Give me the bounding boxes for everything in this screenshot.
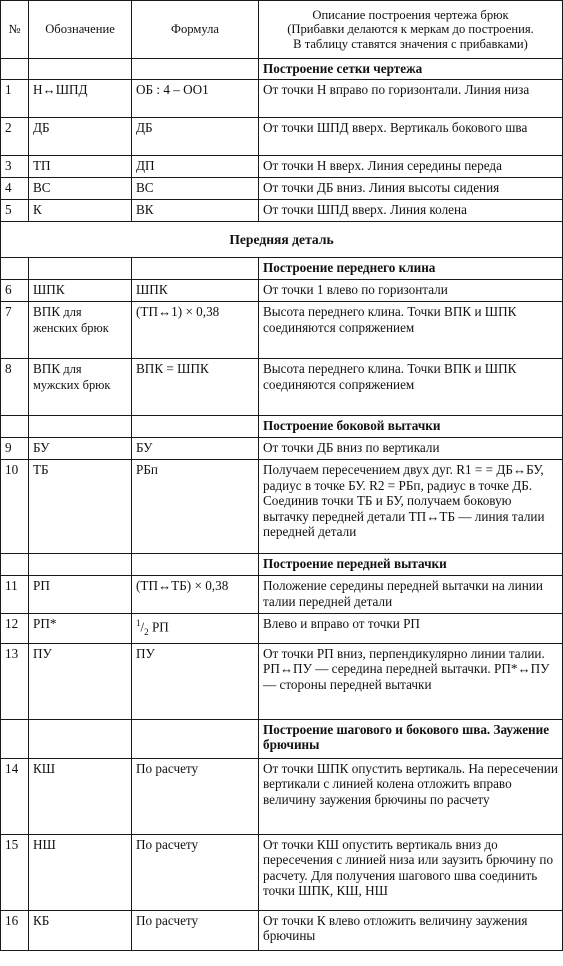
row-num: 9 <box>1 438 29 460</box>
row-formula: ОБ : 4 – ОО1 <box>132 80 259 118</box>
row-designation <box>29 302 132 359</box>
designation-code: ВПК <box>33 361 61 376</box>
row-designation: ШПК <box>29 280 132 302</box>
row-num: 16 <box>1 910 29 950</box>
row-designation: РП <box>29 576 132 614</box>
fraction-numerator: 1 <box>136 618 141 628</box>
part-title-front: Передняя деталь <box>1 222 563 258</box>
header-desc-line1: Описание построения чертежа брюк <box>312 8 509 23</box>
section-row <box>1 719 563 758</box>
row-designation: КБ <box>29 910 132 950</box>
row-designation: ТБ <box>29 460 132 554</box>
table-row <box>1 758 563 834</box>
formula-rest: РП <box>148 619 169 635</box>
table-row <box>1 302 563 359</box>
row-description: От точки ДБ вниз. Линия высоты сидения <box>259 178 563 200</box>
section-row <box>1 416 563 438</box>
header-description <box>259 1 563 59</box>
designation-note: для мужских брюк <box>33 362 111 392</box>
row-num: 5 <box>1 200 29 222</box>
row-num: 11 <box>1 576 29 614</box>
row-num: 6 <box>1 280 29 302</box>
table-row <box>1 118 563 156</box>
row-num: 14 <box>1 758 29 834</box>
designation-note: для женских брюк <box>33 305 109 335</box>
row-formula: РБп <box>132 460 259 554</box>
row-formula: По расчету <box>132 758 259 834</box>
row-description: От точки КШ опустить вертикаль вниз до пересечения с линией низа или заузить брючину по расчету. Для получения шагового шва соединить точки ШПК, КШ, НШ <box>259 834 563 910</box>
row-description: Получаем пересечением двух дуг. R1 = = ДБ↔БУ, радиус в точке БУ. R2 = РБп, радиус в точке ДБ. Соединив точки ТБ и БУ, получаем боковую вытачку передней детали ТП↔ТБ — линия талии передней детали <box>259 460 563 554</box>
row-formula: (ТП↔ТБ) × 0,38 <box>132 576 259 614</box>
part-row <box>1 222 563 258</box>
row-description: От точки Н вверх. Линия середины переда <box>259 156 563 178</box>
table-row <box>1 200 563 222</box>
row-description: Высота переднего клина. Точки ВПК и ШПК соединяются сопряжением <box>259 359 563 416</box>
row-description: От точки ШПД вверх. Линия колена <box>259 200 563 222</box>
row-designation: К <box>29 200 132 222</box>
row-formula: $^1/_2$ РП <box>132 614 259 644</box>
table-row <box>1 460 563 554</box>
row-formula: По расчету <box>132 834 259 910</box>
row-designation: Н↔ШПД <box>29 80 132 118</box>
table-row <box>1 834 563 910</box>
row-num: 3 <box>1 156 29 178</box>
row-designation: ВС <box>29 178 132 200</box>
header-formula: Формула <box>132 1 259 59</box>
row-description: От точки 1 влево по горизонтали <box>259 280 563 302</box>
row-description: От точки Н вправо по горизонтали. Линия низа <box>259 80 563 118</box>
row-formula: ШПК <box>132 280 259 302</box>
row-designation: РП* <box>29 614 132 644</box>
table-row <box>1 643 563 719</box>
row-designation: КШ <box>29 758 132 834</box>
row-formula: По расчету <box>132 910 259 950</box>
row-num: 13 <box>1 643 29 719</box>
row-designation: БУ <box>29 438 132 460</box>
row-num: 12 <box>1 614 29 644</box>
row-num: 1 <box>1 80 29 118</box>
header-num: № <box>1 1 29 59</box>
row-description: Влево и вправо от точки РП <box>259 614 563 644</box>
row-designation: ПУ <box>29 643 132 719</box>
row-formula: ДП <box>132 156 259 178</box>
row-description: Высота переднего клина. Точки ВПК и ШПК соединяются сопряжением <box>259 302 563 359</box>
row-num: 8 <box>1 359 29 416</box>
row-formula: (ТП↔1) × 0,38 <box>132 302 259 359</box>
table-row <box>1 910 563 950</box>
section-title-wedge: Построение переднего клина <box>259 258 563 280</box>
row-designation: НШ <box>29 834 132 910</box>
row-designation: ТП <box>29 156 132 178</box>
row-num: 10 <box>1 460 29 554</box>
table-row <box>1 359 563 416</box>
row-designation <box>29 359 132 416</box>
row-designation: ДБ <box>29 118 132 156</box>
section-row <box>1 554 563 576</box>
row-description: От точки ШПД вверх. Вертикаль бокового шва <box>259 118 563 156</box>
section-title-seams: Построение шагового и бокового шва. Заужение брючины <box>259 719 563 758</box>
section-row <box>1 258 563 280</box>
row-formula: ВС <box>132 178 259 200</box>
table-row <box>1 156 563 178</box>
row-num: 2 <box>1 118 29 156</box>
row-description: От точки ШПК опустить вертикаль. На пересечении вертикали с линией колена отложить вправо величину заужения брючины по расчету <box>259 758 563 834</box>
section-row <box>1 59 563 80</box>
header-desc-line2: (Прибавки делаются к меркам до построения. <box>287 22 534 37</box>
section-title-grid: Построение сетки чертежа <box>259 59 563 80</box>
table-row <box>1 576 563 614</box>
row-formula: БУ <box>132 438 259 460</box>
row-description: Положение середины передней вытачки на линии талии передней детали <box>259 576 563 614</box>
row-num: 4 <box>1 178 29 200</box>
table-row <box>1 614 563 644</box>
row-formula: ДБ <box>132 118 259 156</box>
row-num: 7 <box>1 302 29 359</box>
row-description: От точки ДБ вниз по вертикали <box>259 438 563 460</box>
row-formula: ПУ <box>132 643 259 719</box>
section-title-front-dart: Построение передней вытачки <box>259 554 563 576</box>
header-desc-line3: В таблицу ставятся значения с прибавками) <box>293 36 528 51</box>
table-row <box>1 438 563 460</box>
designation-code: ВПК <box>33 304 61 319</box>
row-formula: ВПК = ШПК <box>132 359 259 416</box>
header-row <box>1 1 563 59</box>
row-num: 15 <box>1 834 29 910</box>
table-row <box>1 280 563 302</box>
fraction-denominator: 2 <box>144 627 149 638</box>
table-row <box>1 80 563 118</box>
section-title-side-dart: Построение боковой вытачки <box>259 416 563 438</box>
row-formula: ВК <box>132 200 259 222</box>
table-row <box>1 178 563 200</box>
row-description: От точки РП вниз, перпендикулярно линии талии. РП↔ПУ — середина передней вытачки. РП*↔ПУ — стороны передней вытачки <box>259 643 563 719</box>
row-description: От точки К влево отложить величину заужения брючины <box>259 910 563 950</box>
header-designation: Обозначение <box>29 1 132 59</box>
